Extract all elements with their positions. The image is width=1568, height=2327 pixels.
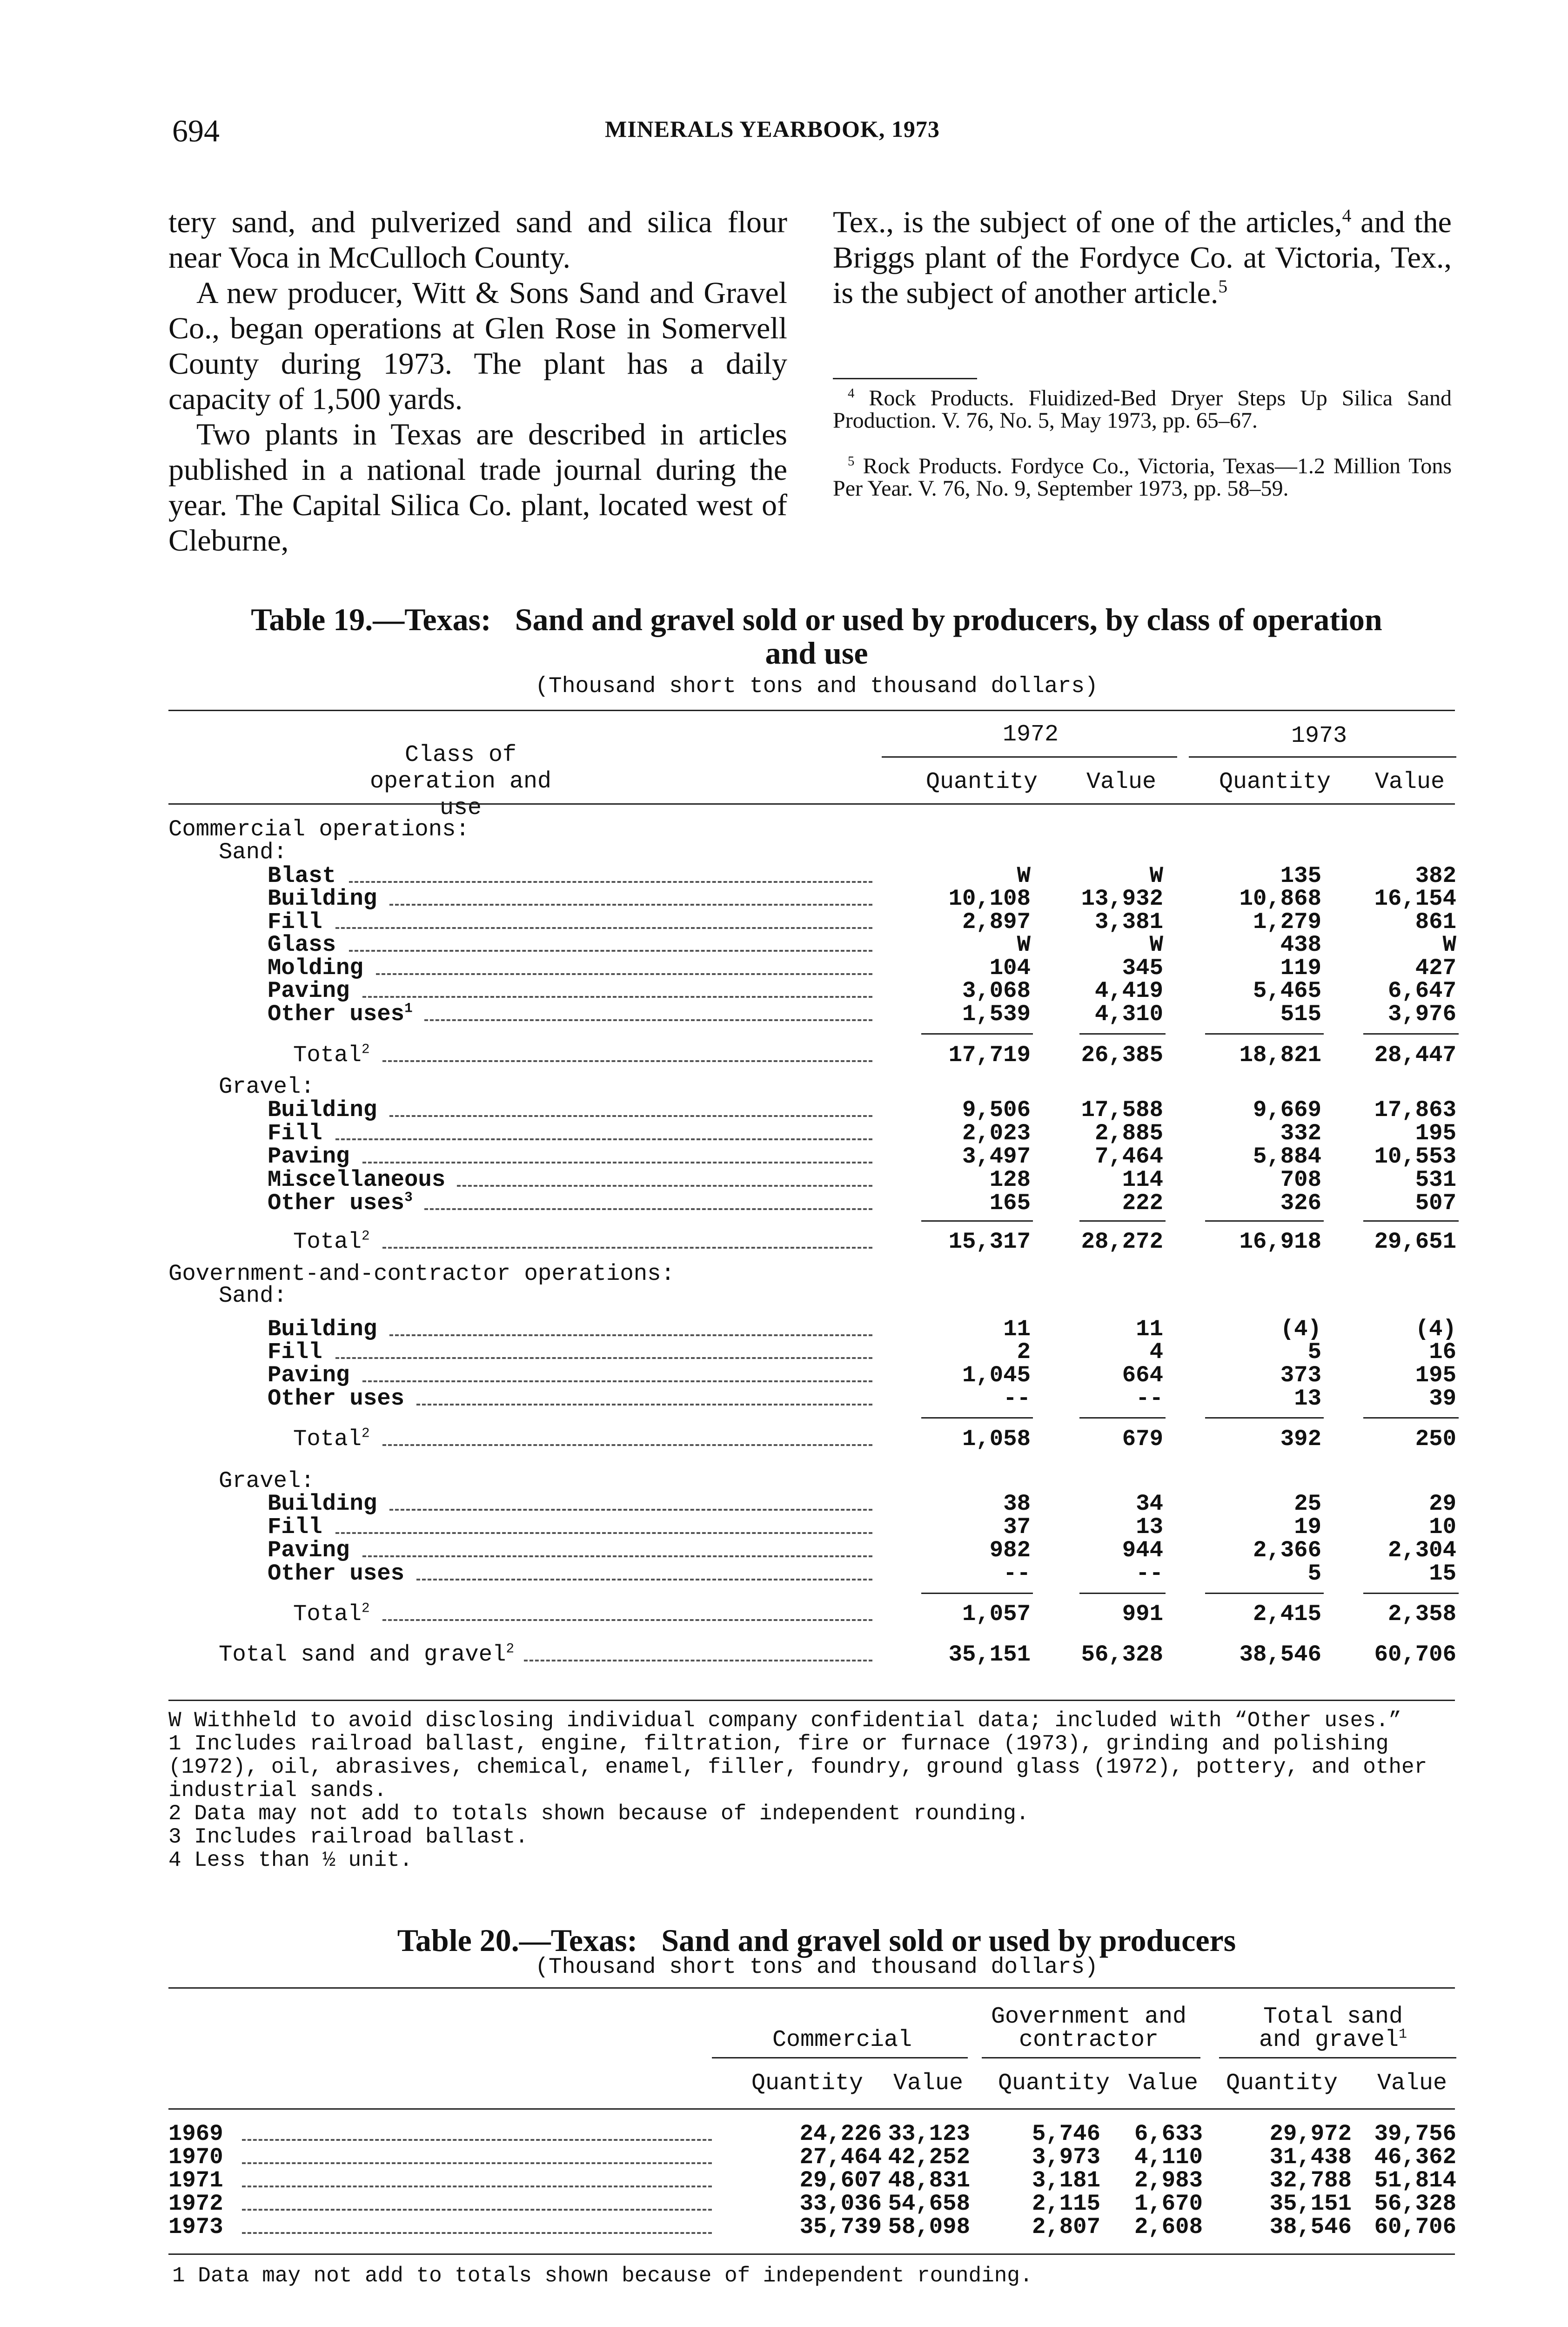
leader-dots <box>335 1532 872 1534</box>
row-label: Paving <box>268 978 350 1004</box>
row-label: Gravel: <box>219 1468 315 1494</box>
year-rule <box>882 756 1177 758</box>
caption-line <box>172 603 1461 636</box>
table-cell: 35,151 <box>1269 2191 1352 2217</box>
row-label: Total sand and gravel$^2$ <box>219 1641 515 1668</box>
left-column <box>168 205 787 558</box>
leader-dots <box>242 2209 712 2211</box>
table-cell: 222 <box>1122 1190 1163 1216</box>
footnote-ref: 2 <box>362 1228 370 1244</box>
table-cell: 35,151 <box>948 1641 1031 1668</box>
table-cell: 135 <box>1280 863 1321 889</box>
table-cell: 5,884 <box>1253 1143 1321 1170</box>
table-cell: (4) <box>1415 1316 1456 1342</box>
total-rule <box>1363 1220 1459 1222</box>
table-cell: 2,023 <box>962 1120 1031 1146</box>
table-cell: 29,972 <box>1269 2121 1352 2147</box>
table-cell: 13 <box>1294 1385 1321 1412</box>
table-cell: 2 <box>1017 1339 1031 1365</box>
total-rule <box>1079 1220 1166 1222</box>
row-label: Total$^2$ <box>293 1228 370 1255</box>
footnote-ref: 1 <box>404 1001 413 1016</box>
table-cell: 4,419 <box>1094 978 1163 1004</box>
paragraph <box>833 205 1452 311</box>
table-cell: 27,464 <box>799 2144 882 2170</box>
table-cell: 326 <box>1280 1190 1321 1216</box>
table-cell: 427 <box>1415 955 1456 981</box>
paragraph: A new producer, Witt & Sons Sand and Gravel Co., began operations at Glen Rose in Somervell County during 1973. The plant has a daily capacity of 1,500 yards. <box>168 276 787 416</box>
table-cell: 16,154 <box>1374 886 1456 912</box>
table-note: 4 Less than ½ unit. <box>168 1848 413 1872</box>
table-cell: 11 <box>1136 1316 1163 1342</box>
footnote-number: 4 <box>848 386 855 401</box>
leader-dots <box>362 1380 872 1382</box>
table-cell: W <box>1017 863 1031 889</box>
table-cell: 6,633 <box>1134 2121 1203 2147</box>
table-cell: 16,918 <box>1239 1229 1321 1255</box>
table19-subtitle: (Thousand short tons and thousand dollars) <box>535 674 1098 699</box>
table-cell: 7,464 <box>1094 1143 1163 1170</box>
table-cell: 2,897 <box>962 909 1031 935</box>
table-note: 3 Includes railroad ballast. <box>168 1825 528 1849</box>
leader-dots <box>362 996 872 998</box>
table-cell: 507 <box>1415 1190 1456 1216</box>
right-column <box>833 205 1452 311</box>
table-cell: 38 <box>1003 1491 1031 1517</box>
leader-dots <box>362 1555 872 1557</box>
row-label: 1971 <box>168 2167 223 2193</box>
table-cell: 34 <box>1136 1491 1163 1517</box>
table-cell: 15 <box>1429 1560 1456 1587</box>
total-rule <box>1205 1417 1324 1419</box>
table-cell: 6,647 <box>1387 978 1456 1004</box>
table-cell: 3,068 <box>962 978 1031 1004</box>
footnote-ref: 4 <box>1342 205 1352 226</box>
table-cell: 4,110 <box>1134 2144 1203 2170</box>
table-cell: 5 <box>1307 1339 1321 1365</box>
table-cell: 991 <box>1122 1601 1163 1627</box>
table-rule <box>168 1987 1455 1989</box>
total-rule <box>921 1033 1033 1035</box>
table-cell: 56,328 <box>1374 2191 1456 2217</box>
table-cell: 42,252 <box>888 2144 970 2170</box>
group-rule <box>712 2057 968 2058</box>
group-header: Total sand <box>1263 2004 1403 2030</box>
table-cell: 114 <box>1122 1167 1163 1193</box>
table-cell: 10,108 <box>948 886 1031 912</box>
leader-dots <box>416 1404 872 1406</box>
leader-dots <box>389 1115 872 1117</box>
column-header: Value <box>1086 769 1157 795</box>
table-label: Table 20.—Texas: <box>397 1923 638 1958</box>
table-rule <box>168 2108 1455 2110</box>
total-rule <box>1079 1593 1166 1594</box>
total-rule <box>1363 1033 1459 1035</box>
table-cell: 373 <box>1280 1362 1321 1388</box>
footnote-ref: 2 <box>362 1042 370 1057</box>
stub-header: Class of operation and use <box>369 742 552 821</box>
row-label: Fill <box>268 1514 322 1540</box>
table-cell: 2,885 <box>1094 1120 1163 1146</box>
table-cell: 9,669 <box>1253 1097 1321 1123</box>
table-cell: 679 <box>1122 1426 1163 1452</box>
table-cell: -- <box>1136 1560 1163 1587</box>
row-label: Other uses <box>268 1385 405 1412</box>
table-cell: 195 <box>1415 1120 1456 1146</box>
table-cell: 48,831 <box>888 2167 970 2193</box>
table20-subtitle: (Thousand short tons and thousand dollars) <box>535 1955 1098 1980</box>
year-header: 1972 <box>1002 721 1059 748</box>
group-header: contractor <box>1019 2027 1159 2053</box>
column-header: Quantity <box>751 2070 864 2097</box>
table-cell: 15,317 <box>948 1229 1031 1255</box>
running-title: MINERALS YEARBOOK, 1973 <box>605 116 940 142</box>
table-cell: 982 <box>989 1537 1031 1563</box>
row-label: Glass <box>268 932 336 958</box>
row-label: Building <box>268 1097 377 1123</box>
footnote-ref: 3 <box>404 1190 413 1205</box>
column-header: Quantity <box>1219 769 1331 795</box>
table-cell: 5,465 <box>1253 978 1321 1004</box>
group-header <box>1210 2027 1456 2053</box>
paragraph: Two plants in Texas are described in articles published in a national trade journal during the year. The Capital Silica Co. plant, located west of Cleburne, <box>168 417 787 558</box>
leader-dots <box>389 1334 872 1336</box>
table-cell: -- <box>1003 1560 1031 1587</box>
leader-dots <box>389 1509 872 1511</box>
row-label: Total$^2$ <box>293 1426 370 1452</box>
row-label: Molding <box>268 955 363 981</box>
page-number: 694 <box>172 113 220 148</box>
table-cell: 2,304 <box>1387 1537 1456 1563</box>
leader-dots <box>382 1619 872 1621</box>
table-cell: 944 <box>1122 1537 1163 1563</box>
column-header: Value <box>893 2070 964 2097</box>
row-label: Gravel: <box>219 1074 315 1100</box>
footnote <box>833 455 1452 500</box>
table-cell: 3,976 <box>1387 1001 1456 1027</box>
leader-dots <box>424 1019 872 1021</box>
footnote-ref: 2 <box>362 1601 370 1616</box>
table-cell: 5 <box>1307 1560 1321 1587</box>
table-cell: 17,719 <box>948 1042 1031 1068</box>
row-label: Fill <box>268 909 322 935</box>
leader-dots <box>362 1162 872 1164</box>
table-cell: 1,279 <box>1253 909 1321 935</box>
row-label: Paving <box>268 1362 350 1388</box>
table-cell: 2,366 <box>1253 1537 1321 1563</box>
row-label: Building <box>268 1316 377 1342</box>
table-cell: 25 <box>1294 1491 1321 1517</box>
row-label: Paving <box>268 1143 350 1170</box>
table-label: Table 19.—Texas: <box>251 602 491 637</box>
table-cell: 28,272 <box>1081 1229 1163 1255</box>
row-label: Miscellaneous <box>268 1167 446 1193</box>
group-rule <box>982 2057 1200 2058</box>
table19-notes <box>168 1709 1457 1872</box>
table-cell: 2,358 <box>1387 1601 1456 1627</box>
row-label: 1972 <box>168 2191 223 2217</box>
table-cell: 438 <box>1280 932 1321 958</box>
table-cell: 345 <box>1122 955 1163 981</box>
table-rule <box>168 1700 1455 1701</box>
total-rule <box>1363 1417 1459 1419</box>
group-header: Government and <box>991 2004 1187 2030</box>
footnote-text: Rock Products. Fordyce Co., Victoria, Texas—1.2 Million Tons Per Year. V. 76, No. 9, September 1973, pp. 58–59. <box>833 454 1452 501</box>
table-title: Sand and gravel sold or used by producers, by class of operation <box>515 602 1382 637</box>
footnote-ref: 2 <box>506 1641 515 1657</box>
table-cell: W <box>1149 932 1163 958</box>
footnote <box>833 387 1452 432</box>
table-cell: 17,863 <box>1374 1097 1456 1123</box>
row-label: Other uses$^1$ <box>268 1001 413 1027</box>
row-label: Total$^2$ <box>293 1601 370 1627</box>
footnote-number: 5 <box>848 454 855 469</box>
table-cell: 3,973 <box>1032 2144 1100 2170</box>
table-cell: 18,821 <box>1239 1042 1321 1068</box>
table-cell: 5,746 <box>1032 2121 1100 2147</box>
row-label: Government-and-contractor operations: <box>168 1261 675 1287</box>
table-cell: -- <box>1136 1385 1163 1412</box>
column-header: Quantity <box>998 2070 1110 2097</box>
table-cell: 10,868 <box>1239 886 1321 912</box>
row-label: Sand: <box>219 839 288 865</box>
table-cell: 38,546 <box>1269 2214 1352 2240</box>
row-label: Building <box>268 1491 377 1517</box>
total-rule <box>921 1593 1033 1594</box>
row-label: Total$^2$ <box>293 1042 370 1068</box>
leader-dots <box>376 973 872 975</box>
table-cell: 33,036 <box>799 2191 882 2217</box>
table-cell: 29,607 <box>799 2167 882 2193</box>
table-cell: 58,098 <box>888 2214 970 2240</box>
table-cell: 32,788 <box>1269 2167 1352 2193</box>
table-cell: 3,497 <box>962 1143 1031 1170</box>
table-cell: 39,756 <box>1374 2121 1456 2147</box>
table-cell: 332 <box>1280 1120 1321 1146</box>
leader-dots <box>335 1357 872 1359</box>
table-cell: 3,181 <box>1032 2167 1100 2193</box>
table-cell: 2,807 <box>1032 2214 1100 2240</box>
total-rule <box>1205 1033 1324 1035</box>
total-rule <box>1363 1593 1459 1594</box>
table-cell: W <box>1442 932 1456 958</box>
group-header-text: and gravel <box>1259 2027 1399 2053</box>
table-cell: 13,932 <box>1081 886 1163 912</box>
column-header: Value <box>1374 769 1445 795</box>
text: and the Briggs plant of the Fordyce Co. at Victoria, Tex., is the subject of another article. <box>833 205 1452 310</box>
table-rule <box>168 2253 1455 2255</box>
table-note: 1 Includes railroad ballast, engine, filtration, fire or furnace (1973), grinding and polishing (1972), oil, abrasives, chemical, enamel, filler, foundry, ground glass (1972), pottery, and other industrial sands. <box>168 1732 1427 1802</box>
table-cell: 1,045 <box>962 1362 1031 1388</box>
table-cell: 29,651 <box>1374 1229 1456 1255</box>
table-title-continued: and use <box>765 635 868 671</box>
table-cell: 37 <box>1003 1514 1031 1540</box>
table-cell: 26,385 <box>1081 1042 1163 1068</box>
total-rule <box>921 1417 1033 1419</box>
leader-dots <box>457 1185 872 1187</box>
leader-dots <box>382 1444 872 1446</box>
table-cell: 1,670 <box>1134 2191 1203 2217</box>
column-header: Quantity <box>925 769 1038 795</box>
table-cell: 31,438 <box>1269 2144 1352 2170</box>
total-rule <box>921 1220 1033 1222</box>
footnote-text: Rock Products. Fluidized-Bed Dryer Steps Up Silica Sand Production. V. 76, No. 5, May 1973, pp. 65–67. <box>833 386 1452 433</box>
table-cell: 128 <box>989 1167 1031 1193</box>
table-cell: 1,539 <box>962 1001 1031 1027</box>
table-cell: 2,415 <box>1253 1601 1321 1627</box>
column-header: Value <box>1377 2070 1447 2097</box>
group-header: Commercial <box>772 2027 912 2053</box>
leader-dots <box>389 904 872 906</box>
paragraph: tery sand, and pulverized sand and silica flour near Voca in McCulloch County. <box>168 205 787 275</box>
table-cell: 515 <box>1280 1001 1321 1027</box>
table-cell: 54,658 <box>888 2191 970 2217</box>
leader-dots <box>335 1138 872 1140</box>
row-label: Blast <box>268 863 336 889</box>
table19-caption <box>172 603 1461 670</box>
table-cell: 250 <box>1415 1426 1456 1452</box>
leader-dots <box>349 881 872 883</box>
table-cell: 531 <box>1415 1167 1456 1193</box>
table-cell: 195 <box>1415 1362 1456 1388</box>
table-rule <box>168 803 1455 805</box>
table-cell: 3,381 <box>1094 909 1163 935</box>
table-cell: 4 <box>1149 1339 1163 1365</box>
table-cell: 708 <box>1280 1167 1321 1193</box>
total-rule <box>1079 1417 1166 1419</box>
row-label: Paving <box>268 1537 350 1563</box>
table-cell: 392 <box>1280 1426 1321 1452</box>
row-label: Fill <box>268 1339 322 1365</box>
footnote-ref: 5 <box>1218 276 1228 296</box>
leader-dots <box>382 1247 872 1249</box>
table-cell: 2,983 <box>1134 2167 1203 2193</box>
table-cell: 2,115 <box>1032 2191 1100 2217</box>
table-cell: 4,310 <box>1094 1001 1163 1027</box>
table-cell: 10,553 <box>1374 1143 1456 1170</box>
table-cell: -- <box>1003 1385 1031 1412</box>
row-label: Fill <box>268 1120 322 1146</box>
table-cell: W <box>1017 932 1031 958</box>
row-label: Other uses$^3$ <box>268 1190 413 1216</box>
leader-dots <box>424 1208 872 1210</box>
table-cell: 10 <box>1429 1514 1456 1540</box>
leader-dots <box>242 2232 712 2234</box>
footnote-divider <box>833 378 977 379</box>
table-cell: 1,058 <box>962 1426 1031 1452</box>
table-cell: 33,123 <box>888 2121 970 2147</box>
table-title: Sand and gravel sold or used by producers <box>661 1923 1236 1958</box>
year-header: 1973 <box>1291 723 1347 749</box>
row-label: 1969 <box>168 2121 223 2147</box>
total-rule <box>1205 1220 1324 1222</box>
table-cell: (4) <box>1280 1316 1321 1342</box>
row-label: 1973 <box>168 2214 223 2240</box>
table-cell: 104 <box>989 955 1031 981</box>
column-header: Value <box>1128 2070 1199 2097</box>
row-label: Commercial operations: <box>168 816 469 842</box>
table-cell: 16 <box>1429 1339 1456 1365</box>
leader-dots <box>349 950 872 952</box>
table-cell: 29 <box>1429 1491 1456 1517</box>
table-cell: 9,506 <box>962 1097 1031 1123</box>
table-cell: 664 <box>1122 1362 1163 1388</box>
leader-dots <box>335 927 872 929</box>
table-cell: 28,447 <box>1374 1042 1456 1068</box>
table-cell: 60,706 <box>1374 1641 1456 1668</box>
table-cell: 13 <box>1136 1514 1163 1540</box>
table-cell: 39 <box>1429 1385 1456 1412</box>
table-cell: 19 <box>1294 1514 1321 1540</box>
row-label: Sand: <box>219 1283 288 1309</box>
table-cell: 1,057 <box>962 1601 1031 1627</box>
leader-dots <box>242 2186 712 2187</box>
table-cell: 119 <box>1280 955 1321 981</box>
leader-dots <box>524 1660 872 1661</box>
table-cell: 861 <box>1415 909 1456 935</box>
footnote-ref: 2 <box>362 1426 370 1441</box>
leader-dots <box>416 1579 872 1580</box>
row-label: Building <box>268 886 377 912</box>
group-rule <box>1219 2057 1456 2058</box>
leader-dots <box>242 2162 712 2164</box>
table-cell: 60,706 <box>1374 2214 1456 2240</box>
table20-note: 1 Data may not add to totals shown because of independent rounding. <box>172 2264 1033 2288</box>
footnote-ref: 1 <box>1399 2026 1407 2043</box>
table-cell: W <box>1149 863 1163 889</box>
table-cell: 46,362 <box>1374 2144 1456 2170</box>
table-cell: 382 <box>1415 863 1456 889</box>
table-note: W Withheld to avoid disclosing individual company confidential data; included with “Other uses.” <box>168 1708 1402 1733</box>
table-cell: 24,226 <box>799 2121 882 2147</box>
total-rule <box>1079 1033 1166 1035</box>
leader-dots <box>382 1060 872 1062</box>
table-cell: 2,608 <box>1134 2214 1203 2240</box>
text: Tex., is the subject of one of the articles, <box>833 205 1342 239</box>
column-header: Quantity <box>1226 2070 1338 2097</box>
table-cell: 51,814 <box>1374 2167 1456 2193</box>
row-label: 1970 <box>168 2144 223 2170</box>
table-cell: 35,739 <box>799 2214 882 2240</box>
table-cell: 11 <box>1003 1316 1031 1342</box>
table-note: 2 Data may not add to totals shown because of independent rounding. <box>168 1802 1029 1826</box>
year-rule <box>1189 756 1456 758</box>
table-cell: 38,546 <box>1239 1641 1321 1668</box>
table-cell: 56,328 <box>1081 1641 1163 1668</box>
table20-caption <box>172 1922 1461 1959</box>
table-rule <box>168 710 1455 711</box>
table-cell: 165 <box>989 1190 1031 1216</box>
total-rule <box>1205 1593 1324 1594</box>
table-cell: 17,588 <box>1081 1097 1163 1123</box>
leader-dots <box>242 2139 712 2141</box>
row-label: Other uses <box>268 1560 405 1587</box>
